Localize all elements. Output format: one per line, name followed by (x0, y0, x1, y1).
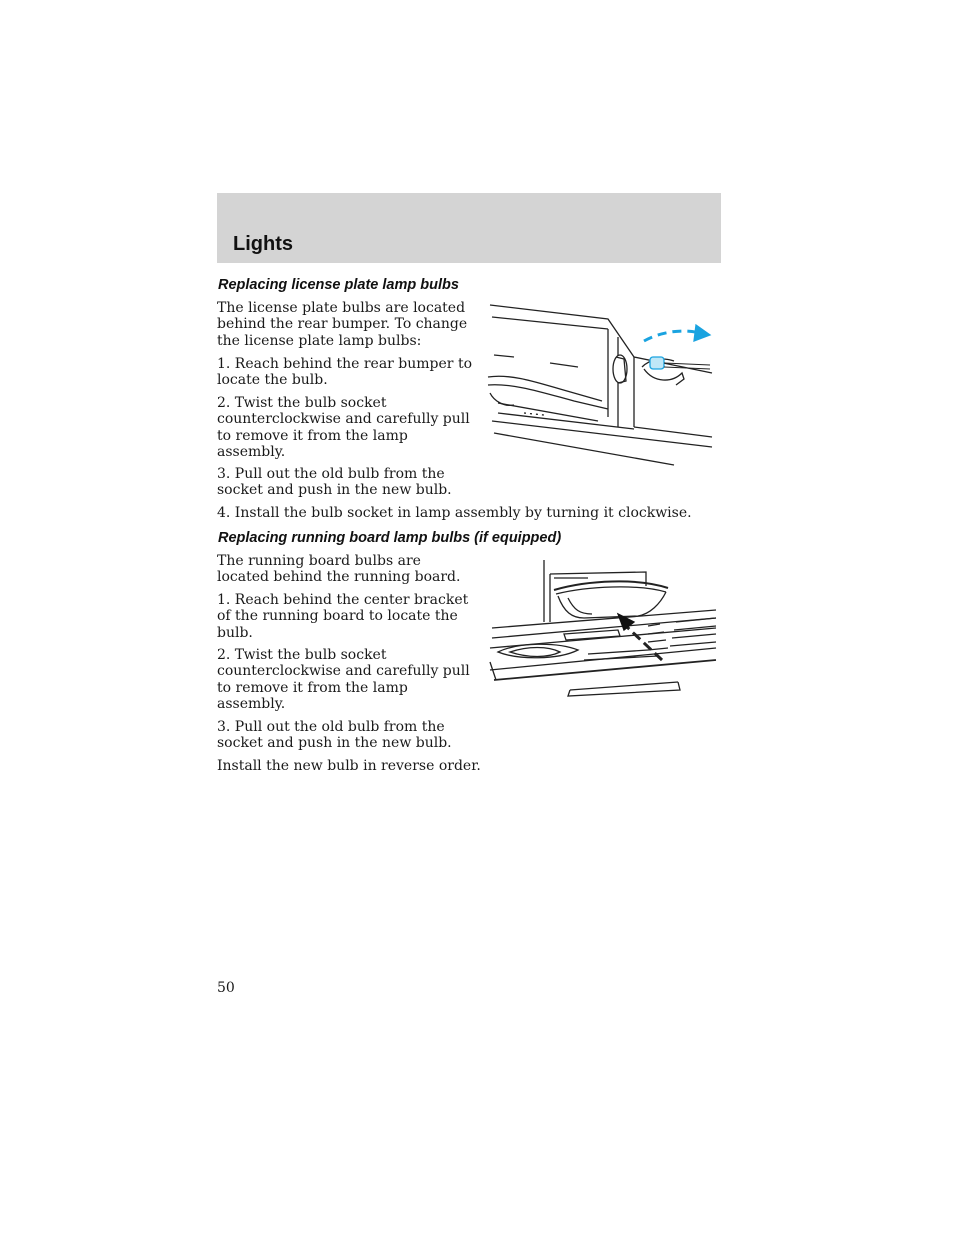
running-board-intro-paragraph: The running board bulbs are located behind the running board. (217, 553, 461, 586)
page-number: 50 (217, 980, 235, 996)
license-step-3: 3. Pull out the old bulb from the socket and push in the new bulb. (217, 466, 452, 499)
heading-license-plate-lamp: Replacing license plate lamp bulbs (218, 277, 459, 293)
heading-running-board-lamp: Replacing running board lamp bulbs (if equipped) (218, 530, 562, 546)
section-header-band (217, 193, 721, 263)
license-step-1: 1. Reach behind the rear bumper to locate the bulb. (217, 356, 473, 389)
section-title: Lights (233, 233, 293, 255)
running-board-step-2: 2. Twist the bulb socket counterclockwise and carefully pull to remove it from the lamp assembly. (217, 647, 470, 713)
running-board-lamp-illustration (488, 556, 720, 704)
license-step-4: 4. Install the bulb socket in lamp assembly by turning it clockwise. (217, 505, 692, 521)
license-step-2: 2. Twist the bulb socket counterclockwise and carefully pull to remove it from the lamp assembly. (217, 395, 470, 461)
license-intro-paragraph: The license plate bulbs are located behind the rear bumper. To change the license plate lamp bulbs: (217, 300, 468, 349)
running-board-step-1: 1. Reach behind the center bracket of the running board to locate the bulb. (217, 592, 469, 641)
running-board-step-3: 3. Pull out the old bulb from the socket and push in the new bulb. (217, 719, 452, 752)
license-plate-lamp-illustration (484, 297, 718, 467)
running-board-final-step: Install the new bulb in reverse order. (217, 758, 481, 774)
